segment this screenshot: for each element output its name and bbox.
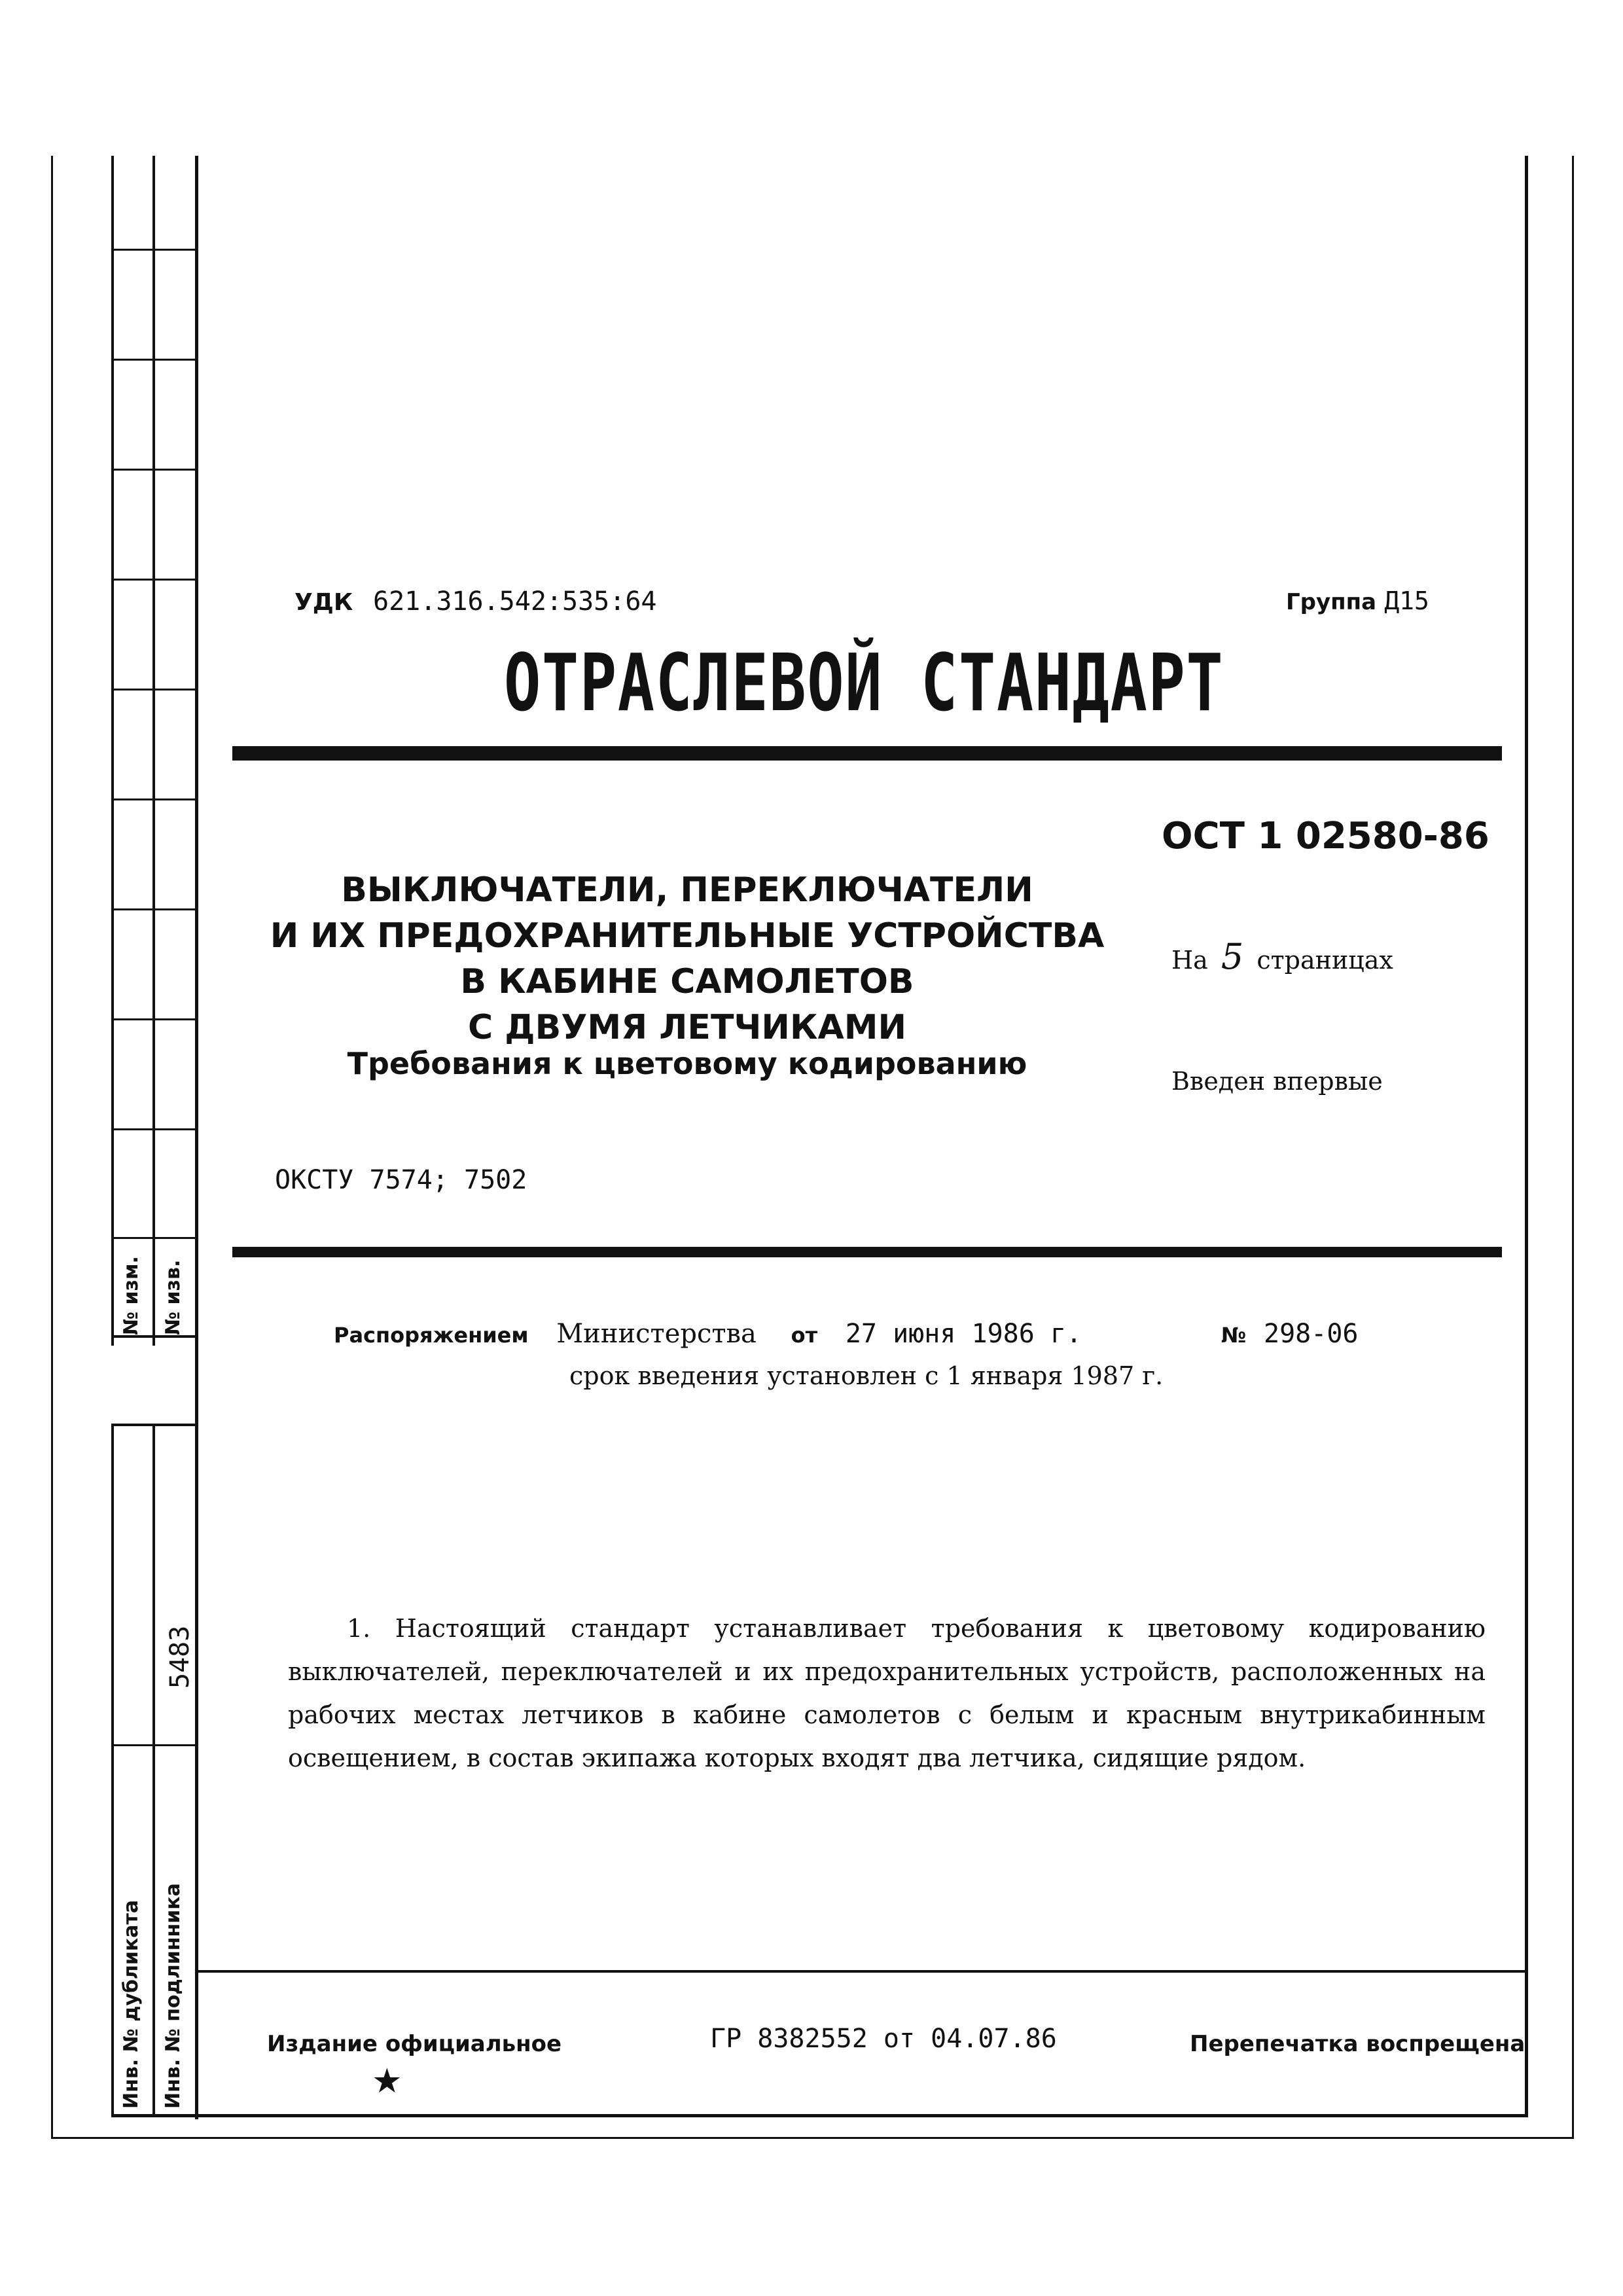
registration-number: ГР 8382552 от 04.07.86	[710, 2024, 1057, 2054]
strip-cell-line	[111, 249, 196, 251]
top-thick-rule	[232, 746, 1502, 761]
reprint-prohibited-label: Перепечатка воспрещена	[1190, 2031, 1525, 2057]
footer-separator	[196, 1970, 1527, 1973]
strip-cell-line	[111, 798, 196, 800]
frame-right	[1525, 156, 1528, 2116]
order-number: 298-06	[1264, 1319, 1359, 1349]
frame-strip-inner-1	[111, 156, 114, 1346]
standard-number: ОСТ 1 02580-86	[1162, 815, 1489, 857]
strip-cell-line	[111, 1018, 196, 1020]
pages-count: 5	[1221, 936, 1244, 977]
title-line: ВЫКЛЮЧАТЕЛИ, ПЕРЕКЛЮЧАТЕЛИ	[341, 870, 1033, 910]
pages-count-line	[1171, 936, 1393, 977]
strip-cell-line	[111, 359, 196, 361]
standard-title	[262, 867, 1113, 1050]
official-edition-label: Издание официальное	[267, 2031, 562, 2057]
title-line: И ИХ ПРЕДОХРАНИТЕЛЬНЫЕ УСТРОЙСТВА	[270, 916, 1105, 956]
frame-strip-lower-2	[152, 1424, 155, 2116]
strip-cell-line	[111, 1128, 196, 1130]
frame-bottom-outer	[51, 2137, 1574, 2139]
strip-cell-line	[111, 908, 196, 910]
strip-cell-line	[111, 469, 196, 471]
change-number-label: № изм.	[120, 1256, 143, 1335]
order-label: Распоряжением	[334, 1323, 529, 1348]
group-info	[1286, 586, 1429, 615]
pages-prefix: На	[1171, 946, 1208, 975]
frame-main-left	[195, 156, 198, 2119]
main-title: ОТРАСЛЕВОЙ СТАНДАРТ	[504, 638, 1224, 729]
strip-cell-line	[111, 1237, 196, 1239]
effective-date-line: срок введения установлен с 1 января 1987 г.	[569, 1361, 1164, 1390]
inventory-original-label: Инв. № подлинника	[162, 1883, 185, 2109]
oksty-codes: ОКСТУ 7574; 7502	[275, 1165, 527, 1195]
inventory-duplicate-label: Инв. № дубликата	[120, 1899, 143, 2109]
order-from: от	[791, 1323, 818, 1348]
group-value: Д15	[1384, 586, 1429, 615]
star-icon: ★	[372, 2062, 402, 2101]
frame-right-outer	[1572, 156, 1574, 2139]
notice-number-label: № изв.	[162, 1259, 185, 1335]
strip-cell-line	[111, 689, 196, 691]
frame-left-outer	[51, 156, 53, 2138]
strip-lower-bottom	[111, 2114, 1528, 2117]
title-line: В КАБИНЕ САМОЛЕТОВ	[460, 962, 914, 1001]
udk-label: УДК	[294, 589, 353, 616]
introduction-status: Введен впервые	[1171, 1067, 1383, 1096]
frame-strip-lower-1	[111, 1424, 114, 2116]
strip-lower-top	[111, 1424, 196, 1426]
title-line: С ДВУМЯ ЛЕТЧИКАМИ	[468, 1008, 906, 1047]
udk-value: 621.316.542:535:64	[373, 586, 657, 617]
bottom-thick-rule	[232, 1247, 1502, 1257]
inventory-number: 5483	[165, 1625, 195, 1689]
paragraph-1	[288, 1607, 1486, 1780]
pages-suffix: страницах	[1257, 946, 1393, 975]
group-label: Группа	[1286, 589, 1377, 615]
order-number-sign: №	[1221, 1323, 1247, 1348]
standard-subtitle: Требования к цветовому кодированию	[347, 1046, 1027, 1081]
order-date: 27 июня 1986 г.	[845, 1319, 1082, 1349]
paragraph-1-text: 1. Настоящий стандарт устанавливает требования к цветовому кодированию выключателей, переключателей и их предохранительных устройств, расположенных на рабочих местах летчиков в кабине самолетов с белым и красным внутрикабинным освещением, в состав экипажа которых входят два летчика, сидящие рядом.	[288, 1614, 1486, 1772]
frame-strip-inner-2	[152, 156, 155, 1346]
strip-cell-line	[111, 1335, 196, 1338]
order-authority: Министерства	[556, 1319, 757, 1349]
order-line	[334, 1319, 1359, 1349]
strip-cell-line	[111, 579, 196, 581]
strip-lower-mid	[111, 1744, 196, 1746]
